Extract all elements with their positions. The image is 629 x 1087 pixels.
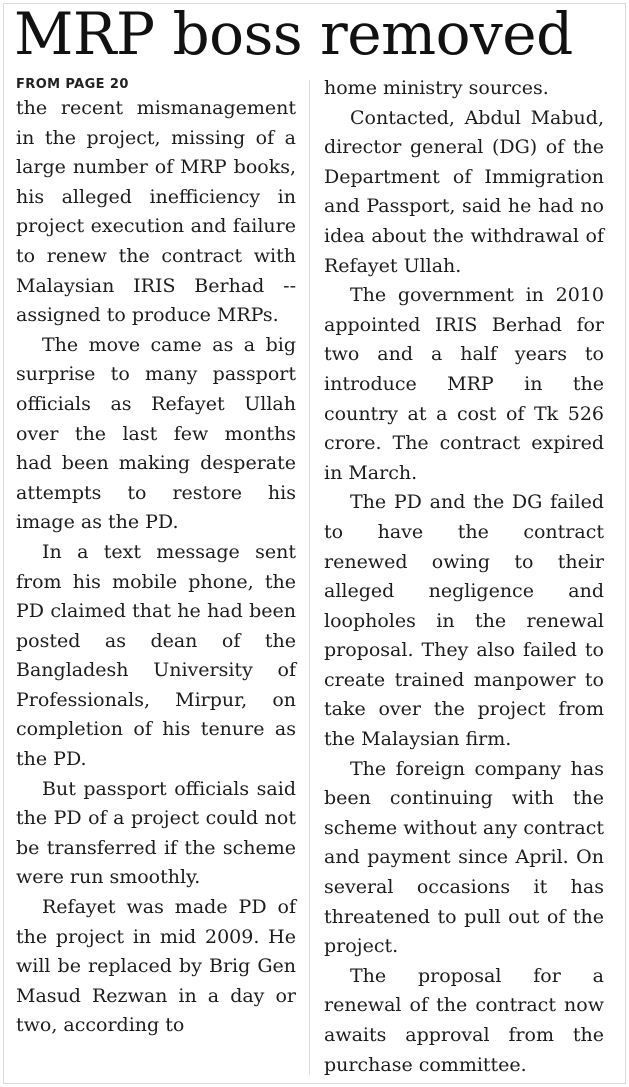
headline: MRP boss removed [14, 0, 573, 68]
paragraph: home ministry sources. [324, 77, 549, 99]
continuation-kicker: FROM PAGE 20 [16, 77, 129, 92]
paragraph: The PD and the DG failed to have the contract renewed owing to their alleged negligence and loopholes in the renewal proposal. They also failed to create trained manpower to take over the project from the Malaysian firm. [324, 491, 604, 751]
paragraph: The government in 2010 appointed IRIS Berhad for two and a half years to introduce MRP in the country at a cost of Tk 526 crore. The contract expired in March. [324, 284, 604, 484]
paragraph: Contacted, Abdul Mabud, director general (DG) of the Department of Immigration and Passport, said he had no idea about the withdrawal of Refayet Ullah. [324, 106, 604, 277]
paragraph: The move came as a big surprise to many passport officials as Refayet Ullah over the last few months had been making desperate attempts to restore his image as the PD. [16, 333, 296, 534]
paragraph: But passport officials said the PD of a project could not be transferred if the scheme were run smoothly. [16, 777, 296, 889]
right-column [324, 74, 604, 1080]
paragraph: In a text message sent from his mobile phone, the PD claimed that he had been posted as dean of the Bangladesh University of Professionals, Mirpur, on completion of his tenure as the PD. [16, 540, 296, 771]
left-column [16, 94, 296, 1041]
column-divider [309, 80, 310, 1075]
paragraph: The foreign company has been continuing with the scheme without any contract and payment since April. On several occasions it has threatened to pull out of the project. [324, 757, 604, 958]
paragraph: Refayet was made PD of the project in mid 2009. He will be replaced by Brig Gen Masud Rezwan in a day or two, according to [16, 896, 296, 1037]
paragraph: the recent mismanagement in the project, missing of a large number of MRP books, his alleged inefficiency in project execution and failure to renew the contract with Malaysian IRIS Berhad -- assigned to produce MRPs. [16, 97, 296, 327]
paragraph: The proposal for a renewal of the contract now awaits approval from the purchase committee. [324, 964, 604, 1076]
